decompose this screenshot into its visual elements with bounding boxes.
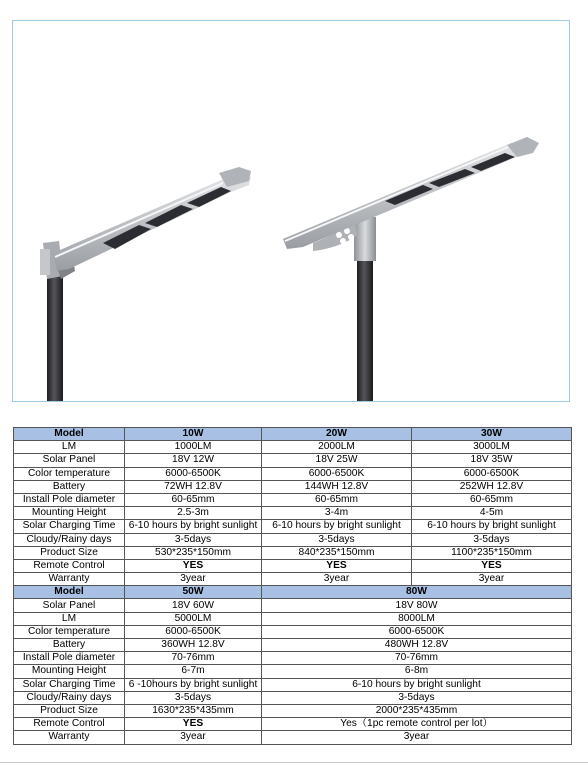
row-label-cell: Solar Panel <box>14 599 125 612</box>
value-cell: 3-5days <box>262 691 572 704</box>
table-row <box>14 625 572 638</box>
table-row <box>14 652 572 665</box>
value-cell: 144WH 12.8V <box>262 480 412 493</box>
value-cell: 6-10 hours by bright sunlight <box>125 520 262 533</box>
table-row <box>14 493 572 506</box>
row-label-cell: Cloudy/Rainy days <box>14 691 125 704</box>
value-cell: 3year <box>125 573 262 586</box>
value-cell: 3year <box>262 573 412 586</box>
row-label-cell: Mounting Height <box>14 507 125 520</box>
table-row <box>14 639 572 652</box>
table-row <box>14 454 572 467</box>
table-row <box>14 704 572 717</box>
table-row <box>14 441 572 454</box>
left-lamp <box>40 167 251 401</box>
row-label-cell: Battery <box>14 639 125 652</box>
row-label-cell: Warranty <box>14 731 125 744</box>
table-row <box>14 467 572 480</box>
value-cell: 30W <box>412 428 572 441</box>
bottom-divider <box>0 762 588 763</box>
value-cell: 2000LM <box>262 441 412 454</box>
value-cell: 6 -10hours by bright sunlight <box>125 678 262 691</box>
value-cell: Yes（1pc remote control per lot） <box>262 718 572 731</box>
value-cell: 20W <box>262 428 412 441</box>
table-row <box>14 691 572 704</box>
solar-street-light-image <box>13 21 569 401</box>
value-cell: 6-8m <box>262 665 572 678</box>
value-cell: 3-5days <box>125 691 262 704</box>
table-row <box>14 533 572 546</box>
row-label-cell: Mounting Height <box>14 665 125 678</box>
table-row <box>14 507 572 520</box>
value-cell: 3-5days <box>412 533 572 546</box>
value-cell: 1000LM <box>125 441 262 454</box>
row-label-cell: Solar Charging Time <box>14 520 125 533</box>
value-cell: 60-65mm <box>125 493 262 506</box>
value-cell: 4-5m <box>412 507 572 520</box>
value-cell: YES <box>125 718 262 731</box>
value-cell: 2000*235*435mm <box>262 704 572 717</box>
table-row <box>14 559 572 572</box>
value-cell: 6-10 hours by bright sunlight <box>412 520 572 533</box>
value-cell: 18V 35W <box>412 454 572 467</box>
value-cell: 60-65mm <box>412 493 572 506</box>
row-label-cell: Model <box>14 586 125 599</box>
table-row <box>14 480 572 493</box>
value-cell: 6-10 hours by bright sunlight <box>262 678 572 691</box>
table-row <box>14 665 572 678</box>
value-cell: 3000LM <box>412 441 572 454</box>
value-cell: 18V 12W <box>125 454 262 467</box>
row-label-cell: Color temperature <box>14 467 125 480</box>
value-cell: 3-5days <box>262 533 412 546</box>
row-label-cell: Product Size <box>14 546 125 559</box>
value-cell: 360WH 12.8V <box>125 639 262 652</box>
table-row <box>14 731 572 744</box>
row-label-cell: Product Size <box>14 704 125 717</box>
value-cell: 5000LM <box>125 612 262 625</box>
table-row <box>14 718 572 731</box>
table-row <box>14 612 572 625</box>
value-cell: 60-65mm <box>262 493 412 506</box>
value-cell: 80W <box>262 586 572 599</box>
value-cell: 3-4m <box>262 507 412 520</box>
value-cell: 840*235*150mm <box>262 546 412 559</box>
value-cell: 50W <box>125 586 262 599</box>
value-cell: 6000-6500K <box>412 467 572 480</box>
value-cell: 3year <box>125 731 262 744</box>
value-cell: YES <box>412 559 572 572</box>
row-label-cell: Cloudy/Rainy days <box>14 533 125 546</box>
row-label-cell: Solar Charging Time <box>14 678 125 691</box>
value-cell: YES <box>125 559 262 572</box>
value-cell: 6000-6500K <box>125 625 262 638</box>
value-cell: 3year <box>412 573 572 586</box>
table-row <box>14 599 572 612</box>
table-row <box>14 520 572 533</box>
value-cell: 18V 80W <box>262 599 572 612</box>
value-cell: 2.5-3m <box>125 507 262 520</box>
specification-table <box>13 427 572 745</box>
row-label-cell: Remote Control <box>14 718 125 731</box>
row-label-cell: LM <box>14 441 125 454</box>
table-header-row <box>14 586 572 599</box>
value-cell: 10W <box>125 428 262 441</box>
value-cell: 3year <box>262 731 572 744</box>
value-cell: 6000-6500K <box>262 467 412 480</box>
value-cell: 1630*235*435mm <box>125 704 262 717</box>
row-label-cell: Install Pole diameter <box>14 652 125 665</box>
value-cell: 252WH 12.8V <box>412 480 572 493</box>
row-label-cell: Color temperature <box>14 625 125 638</box>
value-cell: 72WH 12.8V <box>125 480 262 493</box>
row-label-cell: Install Pole diameter <box>14 493 125 506</box>
value-cell: 18V 60W <box>125 599 262 612</box>
value-cell: 6000-6500K <box>125 467 262 480</box>
table-row <box>14 678 572 691</box>
value-cell: YES <box>262 559 412 572</box>
value-cell: 8000LM <box>262 612 572 625</box>
row-label-cell: Warranty <box>14 573 125 586</box>
row-label-cell: Model <box>14 428 125 441</box>
value-cell: 18V 25W <box>262 454 412 467</box>
row-label-cell: Solar Panel <box>14 454 125 467</box>
row-label-cell: Remote Control <box>14 559 125 572</box>
value-cell: 3-5days <box>125 533 262 546</box>
value-cell: 70-76mm <box>262 652 572 665</box>
value-cell: 6-7m <box>125 665 262 678</box>
value-cell: 480WH 12.8V <box>262 639 572 652</box>
value-cell: 1100*235*150mm <box>412 546 572 559</box>
value-cell: 6-10 hours by bright sunlight <box>262 520 412 533</box>
row-label-cell: Battery <box>14 480 125 493</box>
table-header-row <box>14 428 572 441</box>
row-label-cell: LM <box>14 612 125 625</box>
table-row <box>14 546 572 559</box>
right-lamp <box>283 137 539 401</box>
value-cell: 6000-6500K <box>262 625 572 638</box>
table-row <box>14 573 572 586</box>
product-photo <box>12 20 570 402</box>
value-cell: 530*235*150mm <box>125 546 262 559</box>
value-cell: 70-76mm <box>125 652 262 665</box>
